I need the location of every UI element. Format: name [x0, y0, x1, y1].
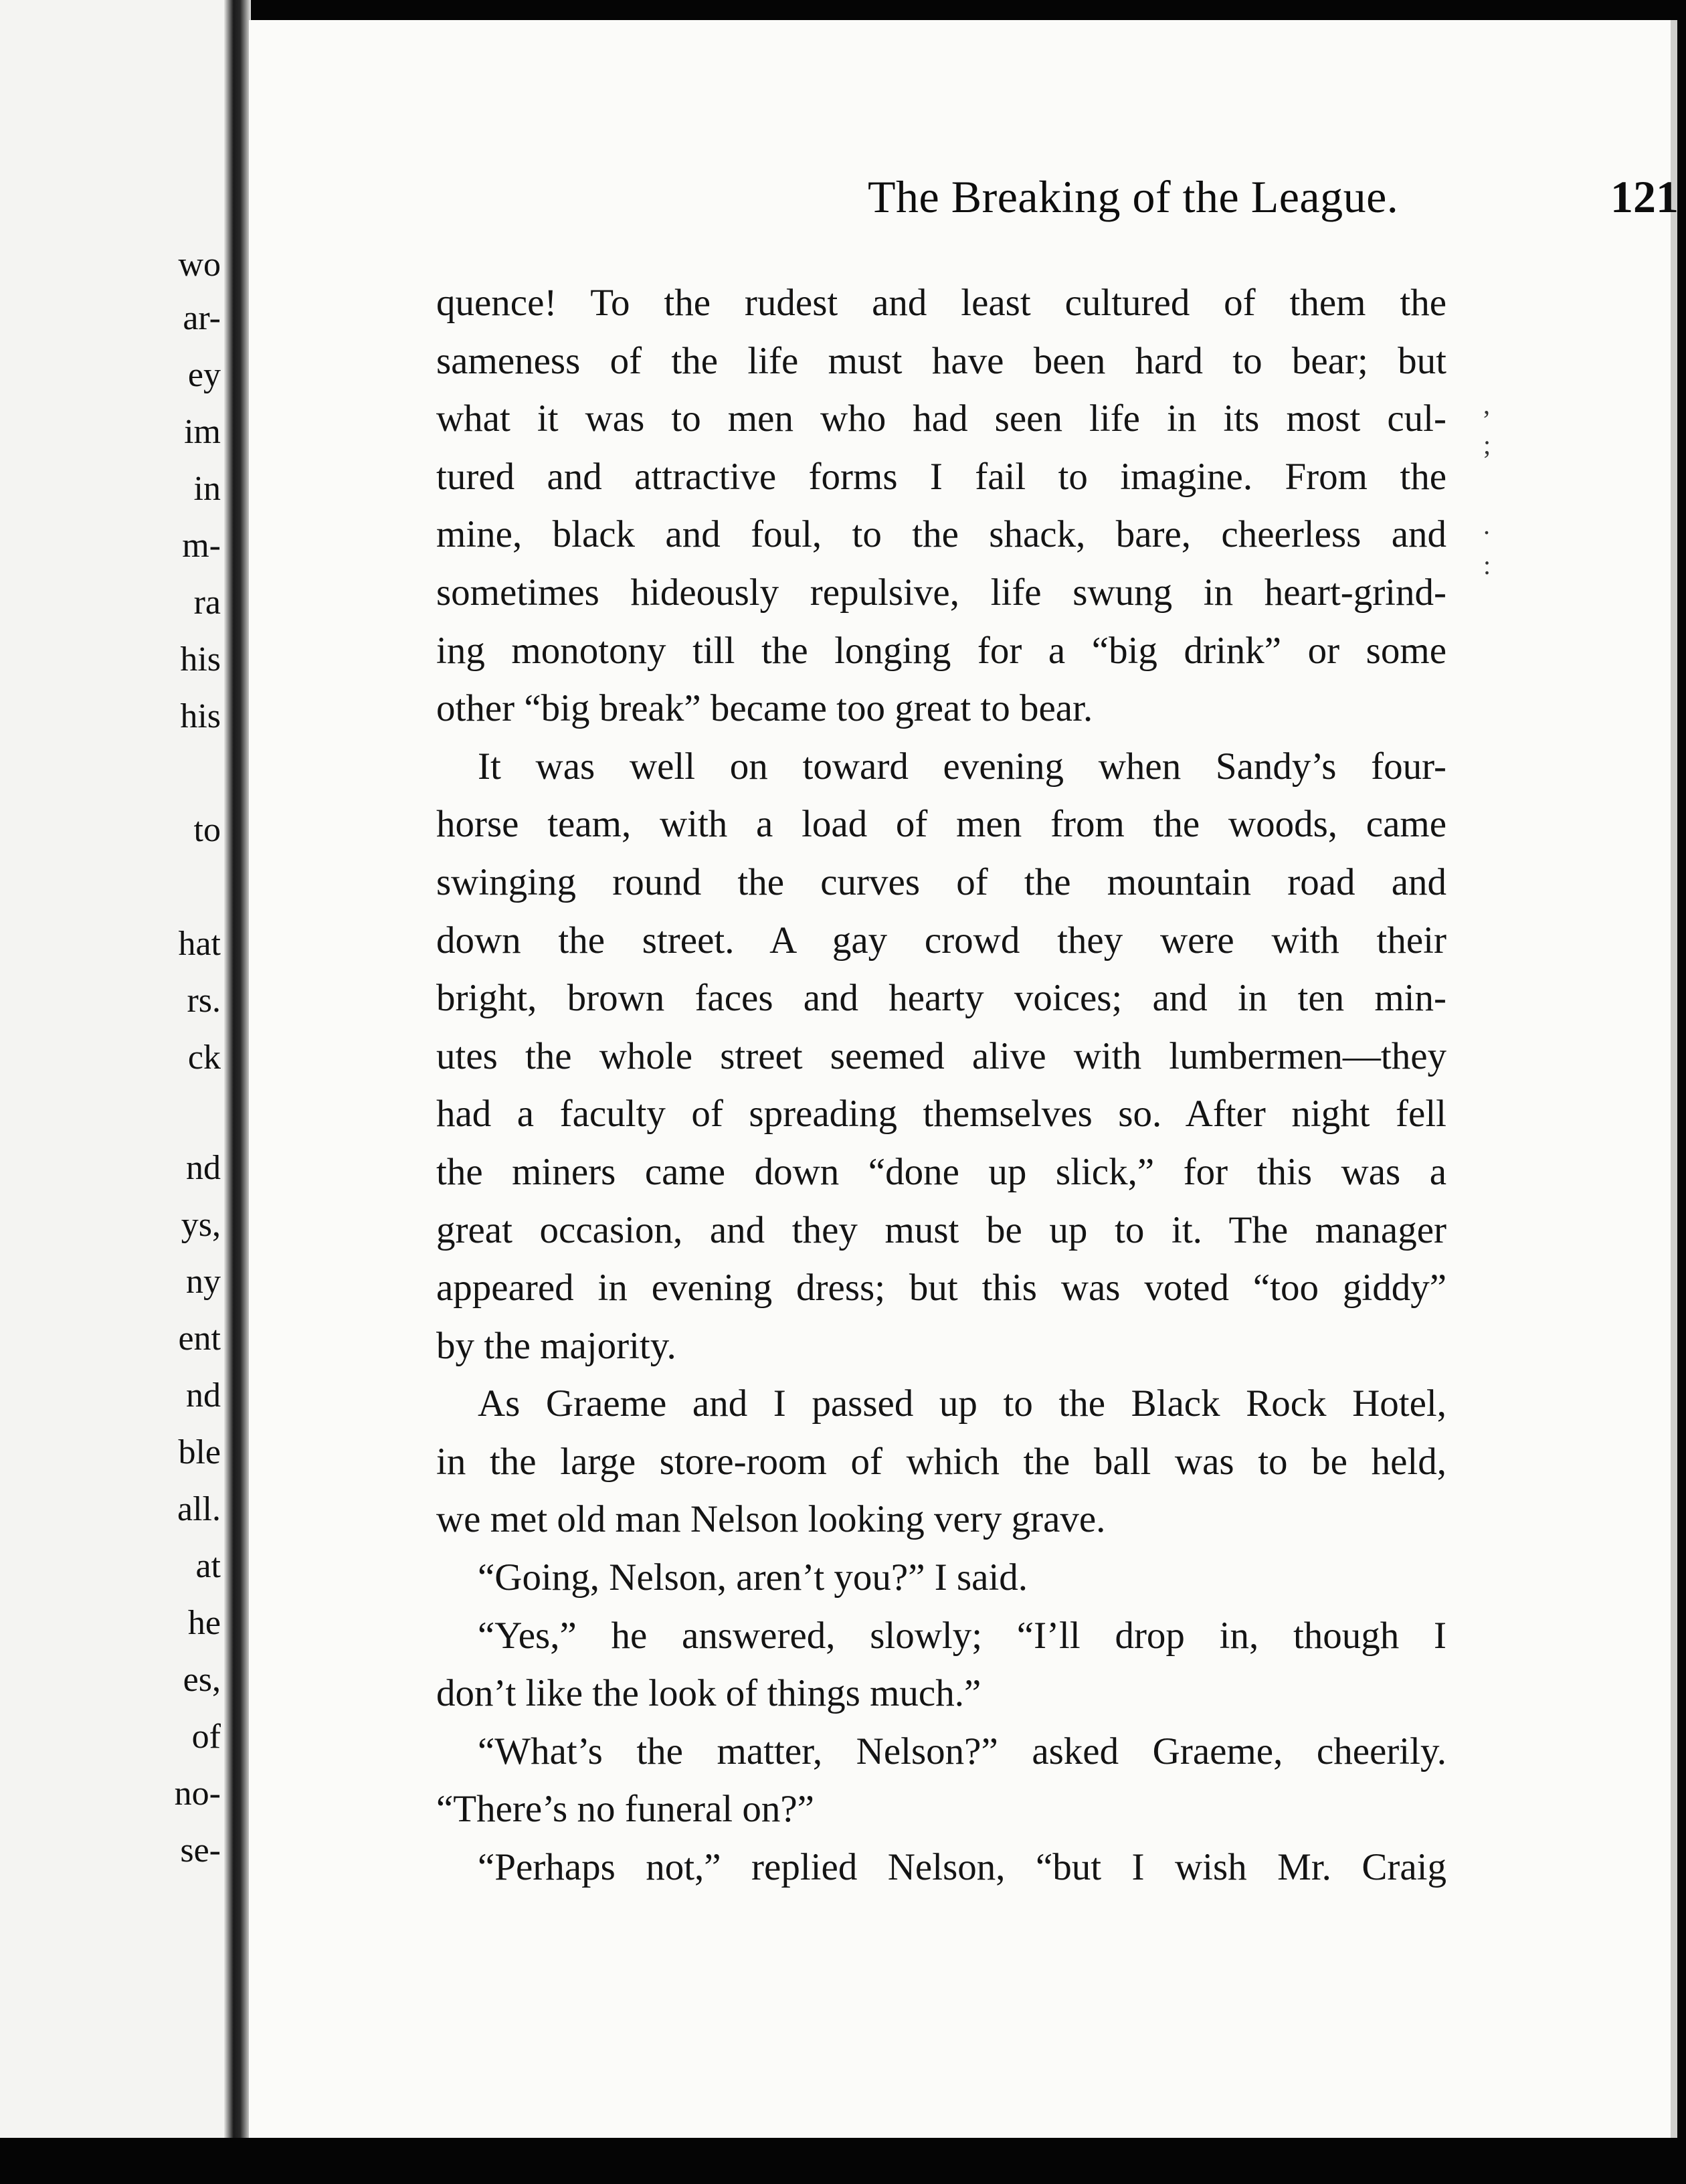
facing-page-text: his: [180, 640, 221, 678]
text-line: swinging round the curves of the mountain road and: [436, 860, 1446, 903]
book-page: [249, 20, 1677, 2138]
text-line: other “big break” became too great to bear.: [436, 687, 1093, 730]
facing-page-text: im: [184, 413, 221, 451]
facing-page-text: ble: [178, 1433, 221, 1471]
text-line: “What’s the matter, Nelson?” asked Graeme, cheerily.: [478, 1730, 1446, 1772]
facing-page-text: his: [180, 697, 221, 735]
text-line: we met old man Nelson looking very grave.: [436, 1498, 1106, 1541]
text-line: ing monotony till the longing for a “big drink” or some: [436, 629, 1446, 672]
text-line: “Yes,” he answered, slowly; “I’ll drop in, though I: [478, 1614, 1446, 1657]
facing-page-text: ent: [178, 1320, 221, 1358]
body-text: [436, 274, 1446, 1897]
text-line: down the street. A gay crowd they were with their: [436, 919, 1446, 962]
text-line: what it was to men who had seen life in its most cul-: [436, 397, 1446, 440]
text-line: It was well on toward evening when Sandy’s four-: [478, 745, 1446, 788]
facing-page-text: ny: [186, 1263, 221, 1301]
facing-page-text: ys,: [181, 1206, 221, 1244]
text-line: had a faculty of spreading themselves so. After night fell: [436, 1093, 1446, 1135]
facing-page-text: m-: [182, 527, 221, 565]
text-line: don’t like the look of things much.”: [436, 1672, 981, 1715]
facing-page-text: nd: [186, 1376, 221, 1415]
text-line: by the majority.: [436, 1324, 676, 1367]
text-line: appeared in evening dress; but this was voted “too giddy”: [436, 1267, 1446, 1309]
running-head: [620, 171, 1686, 244]
text-line: “Perhaps not,” replied Nelson, “but I wish Mr. Craig: [478, 1846, 1446, 1889]
text-line: in the large store-room of which the ball was to be held,: [436, 1440, 1446, 1483]
text-line: sameness of the life must have been hard to bear; but: [436, 339, 1446, 382]
text-line: “Going, Nelson, aren’t you?” I said.: [478, 1556, 1028, 1599]
text-line: bright, brown faces and hearty voices; and in ten min-: [436, 977, 1446, 1020]
facing-page-text: hat: [178, 925, 221, 963]
facing-page-text: rs.: [187, 982, 221, 1020]
running-head-title: The Breaking of the League.: [868, 171, 1399, 222]
text-line: the miners came down “done up slick,” for this was a: [436, 1150, 1446, 1193]
page-number: 121: [1610, 171, 1679, 222]
facing-page-text: ar-: [183, 299, 221, 337]
facing-page-text: ey: [187, 356, 221, 394]
facing-page-text: ra: [193, 583, 221, 622]
text-line: mine, black and foul, to the shack, bare, cheerless and: [436, 513, 1446, 556]
margin-specks: , ; . :: [1483, 389, 1491, 580]
facing-page-text: es,: [183, 1661, 221, 1699]
facing-page-text: at: [195, 1547, 221, 1585]
facing-page-text: in: [193, 470, 221, 508]
facing-page-text: no-: [174, 1774, 221, 1813]
facing-page-text: he: [187, 1604, 221, 1642]
text-line: As Graeme and I passed up to the Black Rock Hotel,: [478, 1382, 1446, 1425]
facing-page-text: se-: [180, 1831, 221, 1870]
facing-page-text: nd: [186, 1149, 221, 1187]
text-line: quence! To the rudest and least cultured of them the: [436, 282, 1446, 324]
facing-page-text: ck: [187, 1038, 221, 1077]
text-line: utes the whole street seemed alive with lumbermen—they: [436, 1034, 1446, 1077]
facing-page-text: of: [191, 1718, 221, 1756]
text-line: sometimes hideously repulsive, life swung in heart-grind-: [436, 571, 1446, 614]
facing-page-text: to: [193, 811, 221, 849]
facing-page-text: all.: [177, 1490, 221, 1528]
facing-page-fragment: [0, 0, 234, 2138]
text-line: horse team, with a load of men from the woods, came: [436, 803, 1446, 846]
text-line: “There’s no funeral on?”: [436, 1788, 814, 1831]
facing-page-text: wo: [178, 246, 221, 284]
text-line: great occasion, and they must be up to it. The manager: [436, 1208, 1446, 1251]
book-gutter: [224, 0, 251, 2138]
text-line: tured and attractive forms I fail to imagine. From the: [436, 455, 1446, 498]
